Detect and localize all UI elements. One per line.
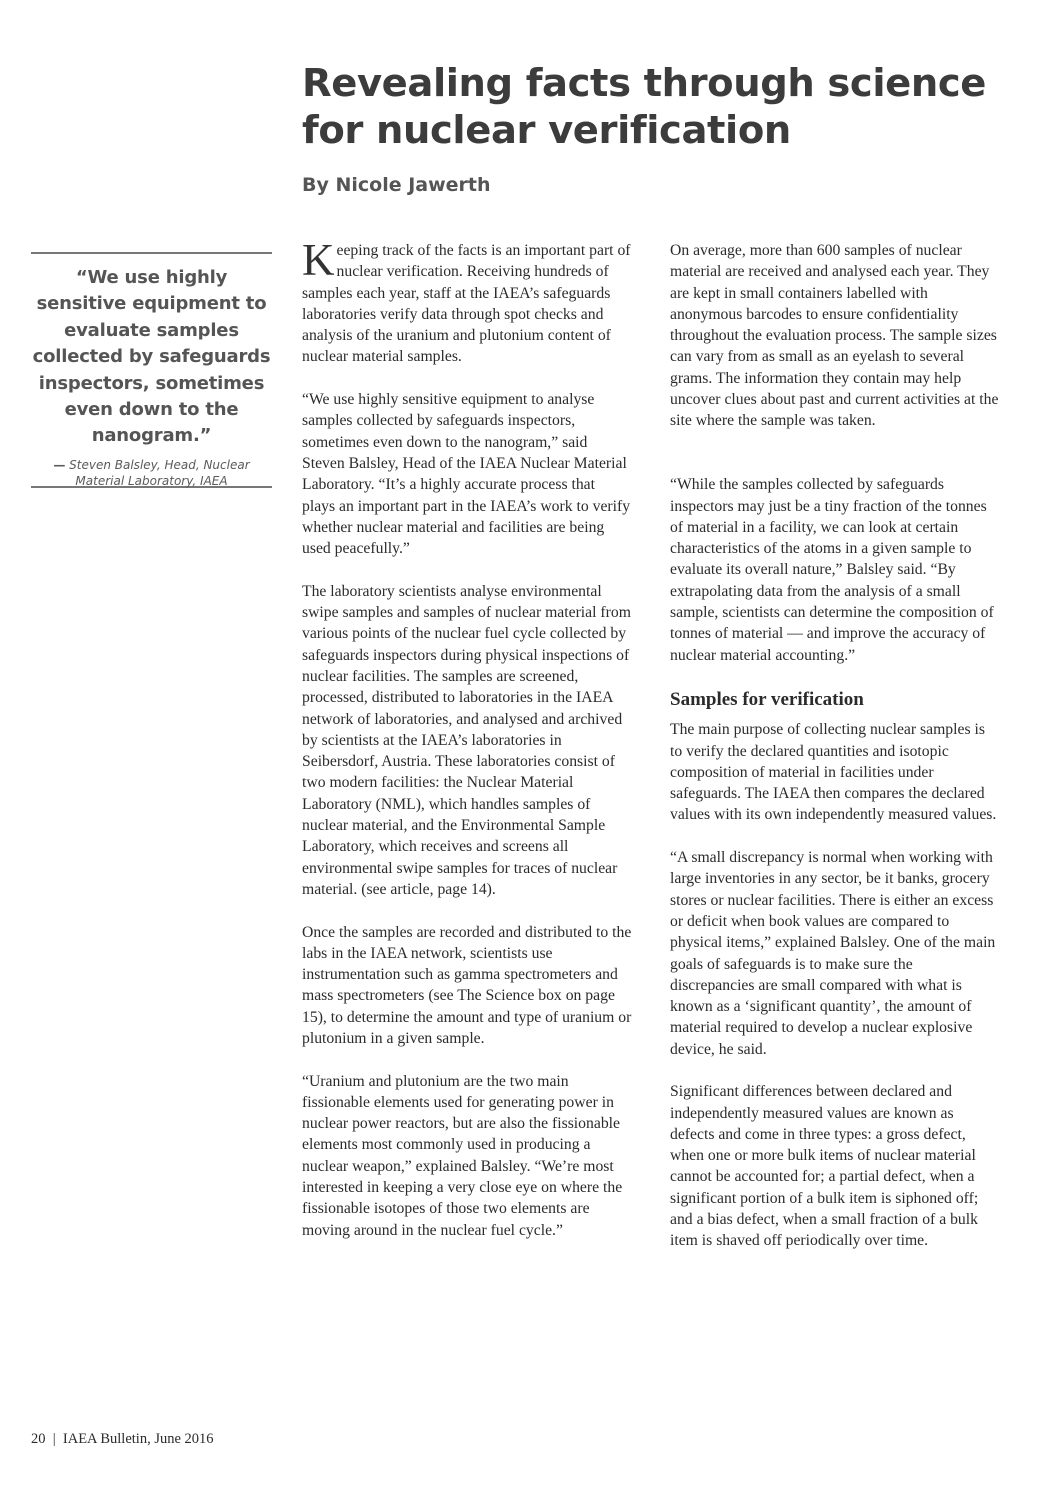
article-title: Revealing facts through science for nuclear verification — [302, 61, 987, 153]
body-paragraph: Significant differences between declared and independently measured values are known as defects and come in three types: a gross defect, when one or more bulk items of nuclear material cannot be accounted for; a partial defect, when a significant portion of a bulk item is siphoned off; and a bias defect, when a small fraction of a bulk item is shaved off periodically over time. — [670, 1083, 979, 1250]
body-paragraph: Once the samples are recorded and distributed to the labs in the IAEA network, scientists use instrumentation such as gamma spectrometers and mass spectrometers (see The Science box on page 15), to determine the amount and type of uranium or plutonium in a given sample. — [302, 923, 632, 1047]
body-paragraph — [302, 235, 632, 368]
pull-quote — [31, 252, 272, 488]
paragraph-text: eeping track of the facts is an important part of nuclear verification. Receiving hundreds of samples each year, staff at the IAEA’s safeguards laboratories verify data through spot checks and analysis of the uranium and plutonium content of nuclear material samples. — [302, 242, 631, 366]
attribution-dash: — — [53, 457, 66, 472]
body-paragraph: The laboratory scientists analyse environmental swipe samples and samples of nuclear material from various points of the nuclear fuel cycle collected by safeguards inspectors during physical inspections of nuclear facilities. The samples are screened, processed, distributed to laboratories in the IAEA network of laboratories, and analysed and archived by scientists at the IAEA’s laboratories in Seibersdorf, Austria. These laboratories consist of two modern facilities: the Nuclear Material Laboratory (NML), which handles samples of nuclear material, and the Environmental Sample Laboratory, which receives and screens all environmental swipe samples for traces of nuclear material. (see article, page 14). — [302, 582, 631, 898]
byline: By Nicole Jawerth — [302, 174, 491, 196]
drop-cap: K — [302, 235, 335, 285]
attribution-text: Steven Balsley, Head, Nuclear Material Laboratory, IAEA — [69, 457, 250, 489]
body-paragraph: “We use highly sensitive equipment to analyse samples collected by safeguards inspectors, sometimes even down to the nanogram,” said Steven Balsley, Head of the IAEA Nuclear Material Laboratory. “It’s a highly accurate process that plays an important part in the IAEA’s work to verify whether nuclear material and facilities are being used peacefully.” — [302, 391, 631, 558]
body-paragraph: On average, more than 600 samples of nuclear material are received and analysed each year. They are kept in small containers labelled with anonymous barcodes to ensure confidentiality throughout the evaluation process. The sample sizes can vary from as small as an eyelash to several grams. The information they contain may help uncover clues about past and current activities at the site where the sample was taken. — [670, 242, 999, 430]
body-paragraph: “A small discrepancy is normal when working with large inventories in any sector, be it banks, grocery stores or nuclear facilities. There is either an excess or deficit when book values are compared to physical items,” explained Balsley. One of the main goals of safeguards is to make sure the discrepancies are small compared with what is known as a ‘significant quantity’, the amount of material required to develop a nuclear explosive device, he said. — [670, 849, 996, 1058]
pull-quote-attribution — [41, 457, 262, 490]
body-column-left — [302, 235, 632, 1262]
pull-quote-text: “We use highly sensitive equipment to evaluate samples collected by safeguards inspectors, sometimes even down to the nanogram.” — [32, 267, 271, 447]
body-paragraph: The main purpose of collecting nuclear samples is to verify the declared quantities and isotopic composition of material in facilities under safeguards. The IAEA then compares the declared values with its own independently measured values. — [670, 721, 997, 824]
section-subheading: Samples for verification — [670, 689, 864, 711]
body-column-right — [670, 240, 1000, 1273]
page-footer: 20 | IAEA Bulletin, June 2016 — [31, 1431, 214, 1447]
body-paragraph: “While the samples collected by safeguards inspectors may just be a tiny fraction of the tonnes of material in a facility, we can look at certain characteristics of the atoms in a given sample to evaluate its overall nature,” Balsley said. “By extrapolating data from the analysis of a small sample, scientists can determine the composition of tonnes of material — and improve the accuracy of nuclear material accounting.” — [670, 476, 994, 664]
body-paragraph: “Uranium and plutonium are the two main fissionable elements used for generating power in nuclear power reactors, but are also the fissionable elements most commonly used in producing a nuclear weapon,” explained Balsley. “We’re most interested in keeping a very close eye on where the fissionable isotopes of those two elements are moving around in the nuclear fuel cycle.” — [302, 1072, 623, 1239]
